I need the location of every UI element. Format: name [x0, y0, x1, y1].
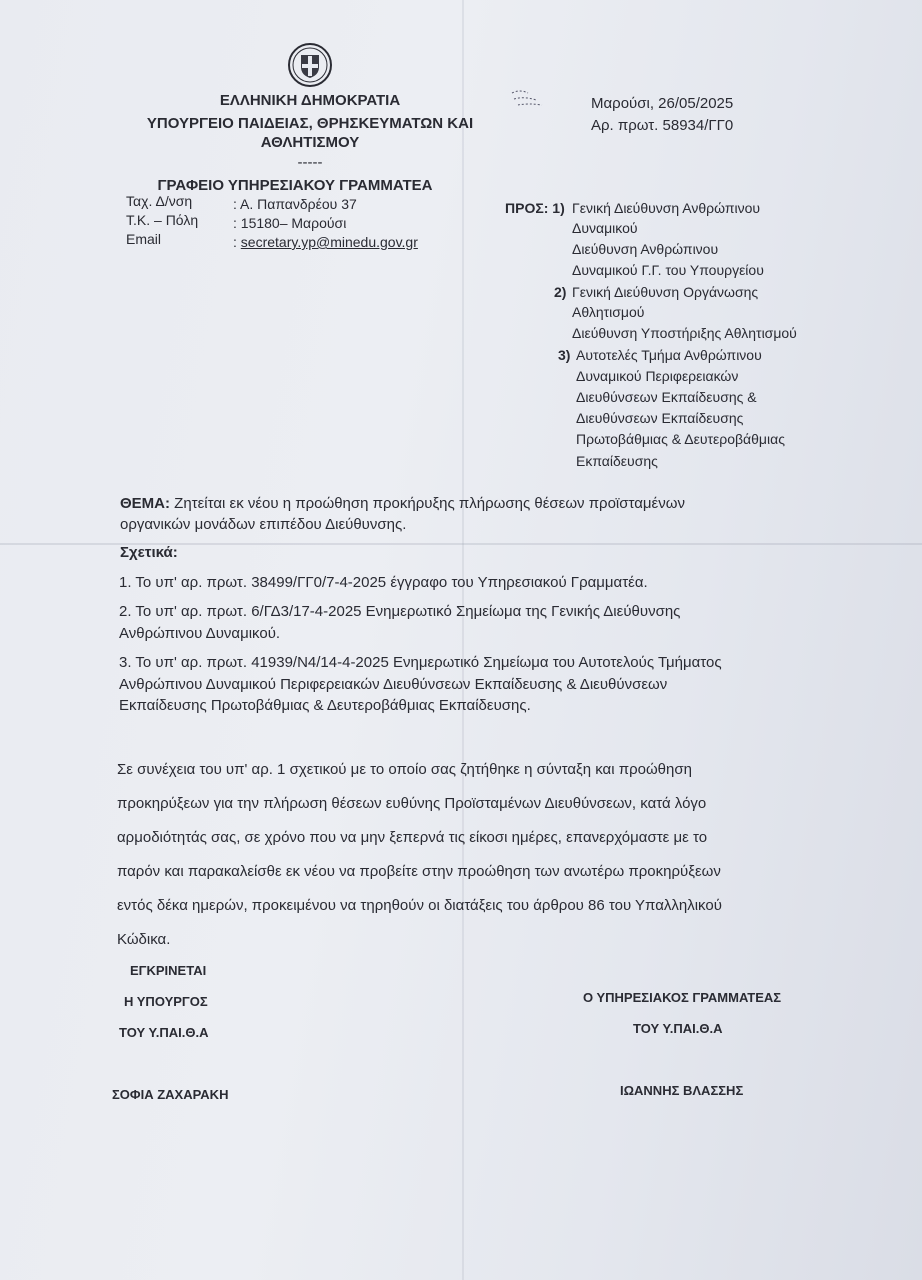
signatory-org: ΤΟΥ Υ.ΠΑΙ.Θ.Α [633, 1021, 723, 1036]
paragraph-line: Κώδικα. [117, 931, 171, 948]
email-label: Email [126, 231, 162, 247]
email-link[interactable]: secretary.yp@minedu.gov.gr [240, 234, 418, 250]
paragraph-line: προκηρύξεων για την πλήρωση θέσεων ευθύνης Προϊσταμένων Διευθύνσεων, κατά λόγο [117, 795, 707, 812]
recipient-line: Διεύθυνση Ανθρώπινου [572, 241, 719, 257]
paragraph-line: αρμοδιότητάς σας, σε χρόνο που να μην ξεπερνά τις είκοσι ημέρες, επανερχόμαστε με το [117, 829, 708, 846]
recipient-line: Διεύθυνση Υποστήριξης Αθλητισμού [572, 325, 797, 341]
signatory-org: ΤΟΥ Υ.ΠΑΙ.Θ.Α [119, 1025, 209, 1040]
related-heading: Σχετικά: [120, 544, 178, 561]
email-value [233, 234, 418, 250]
address-label: Ταχ. Δ/νση [126, 193, 193, 209]
paragraph-line: εντός δέκα ημερών, προκειμένου να τηρηθούν οι διατάξεις του άρθρου 86 του Υπαλληλικού [117, 897, 722, 914]
signatory-role: Ο ΥΠΗΡΕΣΙΑΚΟΣ ΓΡΑΜΜΑΤΕΑΣ [583, 990, 782, 1005]
recipient-line: Δυναμικού Γ.Γ. του Υπουργείου [572, 262, 764, 278]
recipients-label [505, 200, 565, 216]
related-item: 2. Το υπ' αρ. πρωτ. 6/ΓΔ3/17-4-2025 Ενημερωτικό Σημείωμα της Γενικής Διεύθυνσης [119, 603, 681, 620]
subject-label: ΘΕΜΑ: [120, 495, 170, 512]
subject-text: Ζητείται εκ νέου η προώθηση προκήρυξης πλήρωσης θέσεων προϊσταμένων [174, 495, 685, 512]
recipient-line: Πρωτοβάθμιας & Δευτεροβάθμιας [576, 431, 785, 447]
document-date: Μαρούσι, 26/05/2025 [591, 95, 734, 112]
recipient-number: 2) [554, 284, 567, 300]
signatory-name: ΣΟΦΙΑ ΖΑΧΑΡΑΚΗ [112, 1087, 229, 1102]
header-office: ΓΡΑΦΕΙΟ ΥΠΗΡΕΣΙΑΚΟΥ ΓΡΑΜΜΑΤΕΑ [157, 177, 433, 194]
header-ministry: ΥΠΟΥΡΓΕΙΟ ΠΑΙΔΕΙΑΣ, ΘΡΗΣΚΕΥΜΑΤΩΝ ΚΑΙ [146, 115, 474, 132]
recipient-line: Εκπαίδευσης [576, 453, 658, 469]
address-value: : Α. Παπανδρέου 37 [233, 196, 357, 212]
recipient-line: Αθλητισμού [572, 304, 645, 320]
related-item: Ανθρώπινου Δυναμικού Περιφερειακών Διευθύνσεων Εκπαίδευσης & Διευθύνσεων [119, 676, 668, 693]
header-ministry-cont: ΑΘΛΗΤΙΣΜΟΥ [260, 134, 360, 151]
signatory-role: Η ΥΠΟΥΡΓΟΣ [124, 994, 208, 1009]
recipient-line: Διευθύνσεων Εκπαίδευσης [576, 410, 744, 426]
recipient-line: Αυτοτελές Τμήμα Ανθρώπινου [576, 347, 762, 363]
recipient-line: Διευθύνσεων Εκπαίδευσης & [576, 389, 757, 405]
related-item: 1. Το υπ' αρ. πρωτ. 38499/ΓΓ0/7-4-2025 έγγραφο του Υπηρεσιακού Γραμματέα. [119, 574, 648, 591]
header-separator: ----- [297, 154, 323, 171]
recipient-line: Δυναμικού [572, 220, 638, 236]
header-country: ΕΛΛΗΝΙΚΗ ΔΗΜΟΚΡΑΤΙΑ [219, 92, 401, 109]
recipient-line: Δυναμικού Περιφερειακών [576, 368, 739, 384]
subject-line [120, 495, 685, 512]
recipient-number: 1) [552, 200, 565, 216]
signatory-name: ΙΩΑΝΝΗΣ ΒΛΑΣΣΗΣ [620, 1083, 744, 1098]
email-prefix: : [233, 234, 241, 250]
related-item: Ανθρώπινου Δυναμικού. [119, 625, 281, 642]
protocol-number: Αρ. πρωτ. 58934/ΓΓ0 [591, 117, 734, 134]
postcode-label: Τ.Κ. – Πόλη [126, 212, 199, 228]
recipient-number: 3) [558, 347, 571, 363]
subject-line: οργανικών μονάδων επιπέδου Διεύθυνσης. [120, 516, 407, 533]
recipient-line: Γενική Διεύθυνση Οργάνωσης [572, 284, 759, 300]
paragraph-line: Σε συνέχεια του υπ' αρ. 1 σχετικού με το οποίο σας ζητήθηκε η σύνταξη και προώθηση [117, 761, 692, 778]
approval-label: ΕΓΚΡΙΝΕΤΑΙ [130, 963, 207, 978]
recipients-label-text: ΠΡΟΣ: [505, 200, 549, 216]
stamp-mark [508, 87, 548, 109]
related-item: Εκπαίδευσης Πρωτοβάθμιας & Δευτεροβάθμιας Εκπαίδευσης. [119, 697, 531, 714]
paragraph-line: παρόν και παρακαλείσθε εκ νέου να προβείτε στην προώθηση των ανωτέρω προκηρύξεων [117, 863, 721, 880]
greek-coat-of-arms-emblem [287, 42, 333, 88]
related-item: 3. Το υπ' αρ. πρωτ. 41939/Ν4/14-4-2025 Ενημερωτικό Σημείωμα του Αυτοτελούς Τμήματος [119, 654, 722, 671]
recipient-line: Γενική Διεύθυνση Ανθρώπινου [572, 200, 761, 216]
postcode-value: : 15180– Μαρούσι [233, 215, 347, 231]
body-paragraph [117, 753, 817, 957]
